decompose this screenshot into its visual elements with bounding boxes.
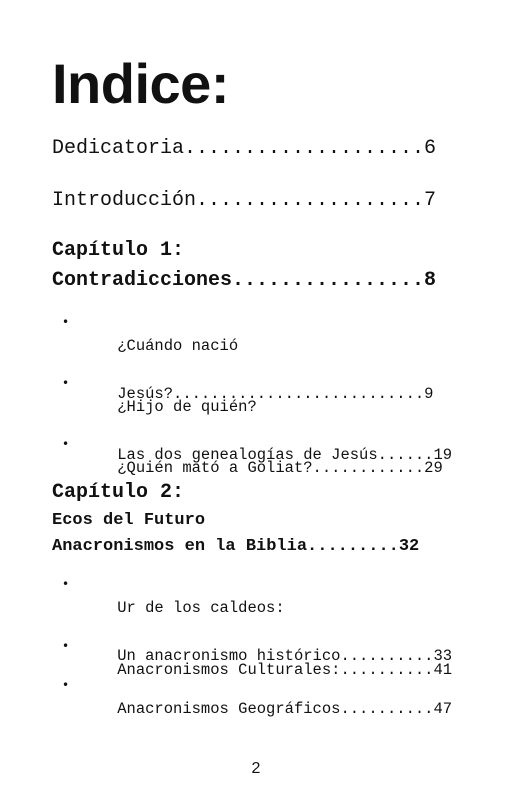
toc-item-line: Un anacronismo histórico..........33 <box>117 647 453 665</box>
bullet-icon: • <box>62 639 70 653</box>
chapter-2-title: Anacronismos en la Biblia.........32 <box>52 537 420 556</box>
toc-item-line: Las dos genealogías de Jesús......19 <box>117 446 453 464</box>
toc-item-line: ¿Quién mató a Goliat?............29 <box>117 459 443 477</box>
toc-item-line: ¿Cuándo nació <box>117 337 239 355</box>
toc-item-line: Anacronismos Culturales:..........41 <box>117 661 453 679</box>
toc-item-line: Jesús?...........................9 <box>117 385 434 403</box>
bullet-icon: • <box>62 437 70 451</box>
bullet-icon: • <box>62 577 70 591</box>
chapter-1-title: Contradicciones................8 <box>52 269 437 292</box>
bullet-icon: • <box>62 376 70 390</box>
toc-item-line: Ur de los caldeos: <box>117 599 285 617</box>
chapter-2-subtitle: Ecos del Futuro <box>52 511 206 530</box>
toc-entry-introduccion: Introducción...................7 <box>52 189 437 212</box>
page-number: 2 <box>251 760 261 777</box>
toc-item-geograficos <box>62 673 452 745</box>
toc-entry-dedicatoria: Dedicatoria....................6 <box>52 137 437 160</box>
bullet-icon: • <box>62 678 70 692</box>
toc-item-line: Anacronismos Geográficos..........47 <box>117 700 453 718</box>
bullet-icon: • <box>62 315 70 329</box>
chapter-2-label: Capítulo 2: <box>52 481 185 504</box>
page-title: Indice: <box>52 52 229 115</box>
chapter-1-label: Capítulo 1: <box>52 239 185 262</box>
toc-item-line: ¿Hijo de quién? <box>117 398 257 416</box>
